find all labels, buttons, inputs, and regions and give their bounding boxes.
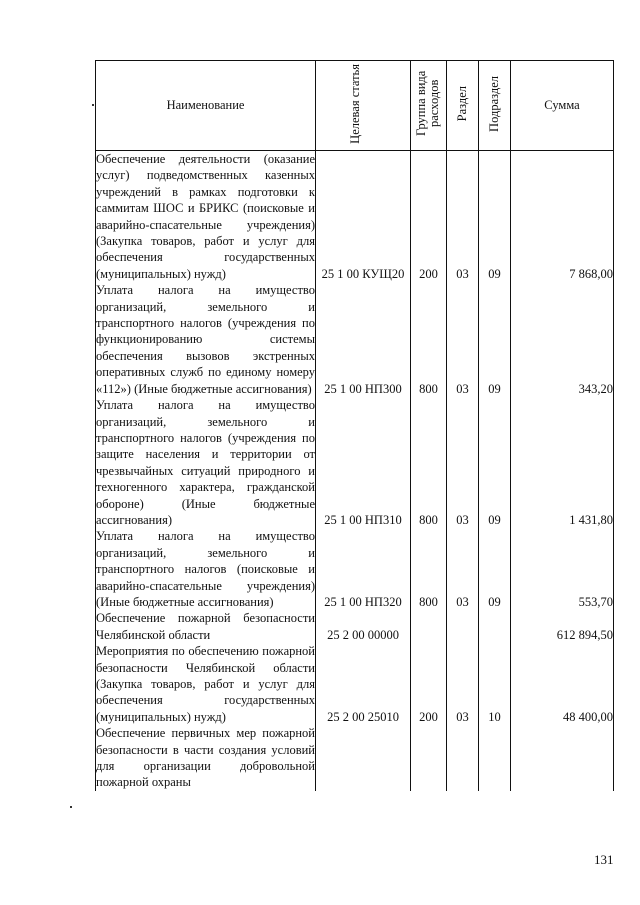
scan-speck	[92, 104, 94, 106]
row-section: 03	[447, 643, 479, 725]
row-target-article: 25 2 00 00000	[316, 610, 411, 643]
header-subsection: Подраздел	[479, 61, 511, 151]
row-section: 03	[447, 282, 479, 397]
row-expense-group	[411, 725, 447, 791]
row-sum: 48 400,00	[511, 643, 614, 725]
row-section: 03	[447, 397, 479, 528]
header-target-article: Целевая статья	[316, 61, 411, 151]
header-name: Наименование	[96, 61, 316, 151]
header-sum: Сумма	[511, 61, 614, 151]
row-name: Уплата налога на имущество организаций, земельного и транспортного налогов (поисковые и аварийно-спасательные учреждения) (Иные бюджетные ассигнования)	[96, 529, 315, 609]
row-sum	[511, 725, 614, 791]
row-subsection: 09	[479, 528, 511, 610]
row-sum: 553,70	[511, 528, 614, 610]
row-subsection: 09	[479, 397, 511, 528]
row-target-article	[316, 725, 411, 791]
row-expense-group	[411, 610, 447, 643]
row-sum: 612 894,50	[511, 610, 614, 643]
row-expense-group: 800	[411, 282, 447, 397]
row-expense-group: 800	[411, 528, 447, 610]
row-subsection: 09	[479, 282, 511, 397]
row-subsection	[479, 610, 511, 643]
budget-table	[95, 60, 614, 791]
table-row	[96, 725, 614, 791]
table-row	[96, 397, 614, 528]
page-number: 131	[594, 852, 614, 867]
row-name: Уплата налога на имущество организаций, земельного и транспортного налогов (учреждения по функционированию системы обеспечения вызовов экстренных оперативных служб по единому номеру «112») (Иные бюджетные ассигнования)	[96, 283, 315, 396]
row-expense-group: 800	[411, 397, 447, 528]
table-row	[96, 610, 614, 643]
table-header-row	[96, 61, 614, 151]
table-row	[96, 643, 614, 725]
row-sum: 343,20	[511, 282, 614, 397]
row-target-article: 25 1 00 НП310	[316, 397, 411, 528]
row-name: Уплата налога на имущество организаций, земельного и транспортного налогов (учреждения по защите населения и территории от чрезвычайных ситуаций природного и техногенного характера, гражданской обороне) (Иные бюджетные ассигнования)	[96, 398, 315, 527]
row-sum: 7 868,00	[511, 151, 614, 283]
table-row	[96, 528, 614, 610]
row-expense-group: 200	[411, 643, 447, 725]
row-target-article: 25 1 00 НП320	[316, 528, 411, 610]
row-subsection: 09	[479, 151, 511, 283]
row-name: Обеспечение первичных мер пожарной безопасности в части создания условий для организации добровольной пожарной охраны	[96, 726, 315, 790]
scan-speck	[70, 806, 72, 808]
header-expense-group: Группа вида расходов	[411, 61, 447, 151]
row-sum: 1 431,80	[511, 397, 614, 528]
row-name: Обеспечение пожарной безопасности Челябинской области	[96, 611, 315, 642]
row-section: 03	[447, 151, 479, 283]
row-name: Обеспечение деятельности (оказание услуг) подведомственных казенных учреждений в рамках подготовки к саммитам ШОС и БРИКС (поисковые и аварийно-спасательные учреждения) (Закупка товаров, работ и услуг для обеспечения государственных (муниципальных) нужд)	[96, 152, 315, 281]
row-subsection: 10	[479, 643, 511, 725]
row-subsection	[479, 725, 511, 791]
table-row	[96, 151, 614, 283]
table-row	[96, 282, 614, 397]
row-section	[447, 725, 479, 791]
row-target-article: 25 1 00 НП300	[316, 282, 411, 397]
row-expense-group: 200	[411, 151, 447, 283]
row-name: Мероприятия по обеспечению пожарной безопасности Челябинской области (Закупка товаров, работ и услуг для обеспечения государственных (муниципальных) нужд)	[96, 644, 315, 724]
row-section: 03	[447, 528, 479, 610]
row-target-article: 25 1 00 КУЩ20	[316, 151, 411, 283]
row-target-article: 25 2 00 25010	[316, 643, 411, 725]
header-section: Раздел	[447, 61, 479, 151]
row-section	[447, 610, 479, 643]
